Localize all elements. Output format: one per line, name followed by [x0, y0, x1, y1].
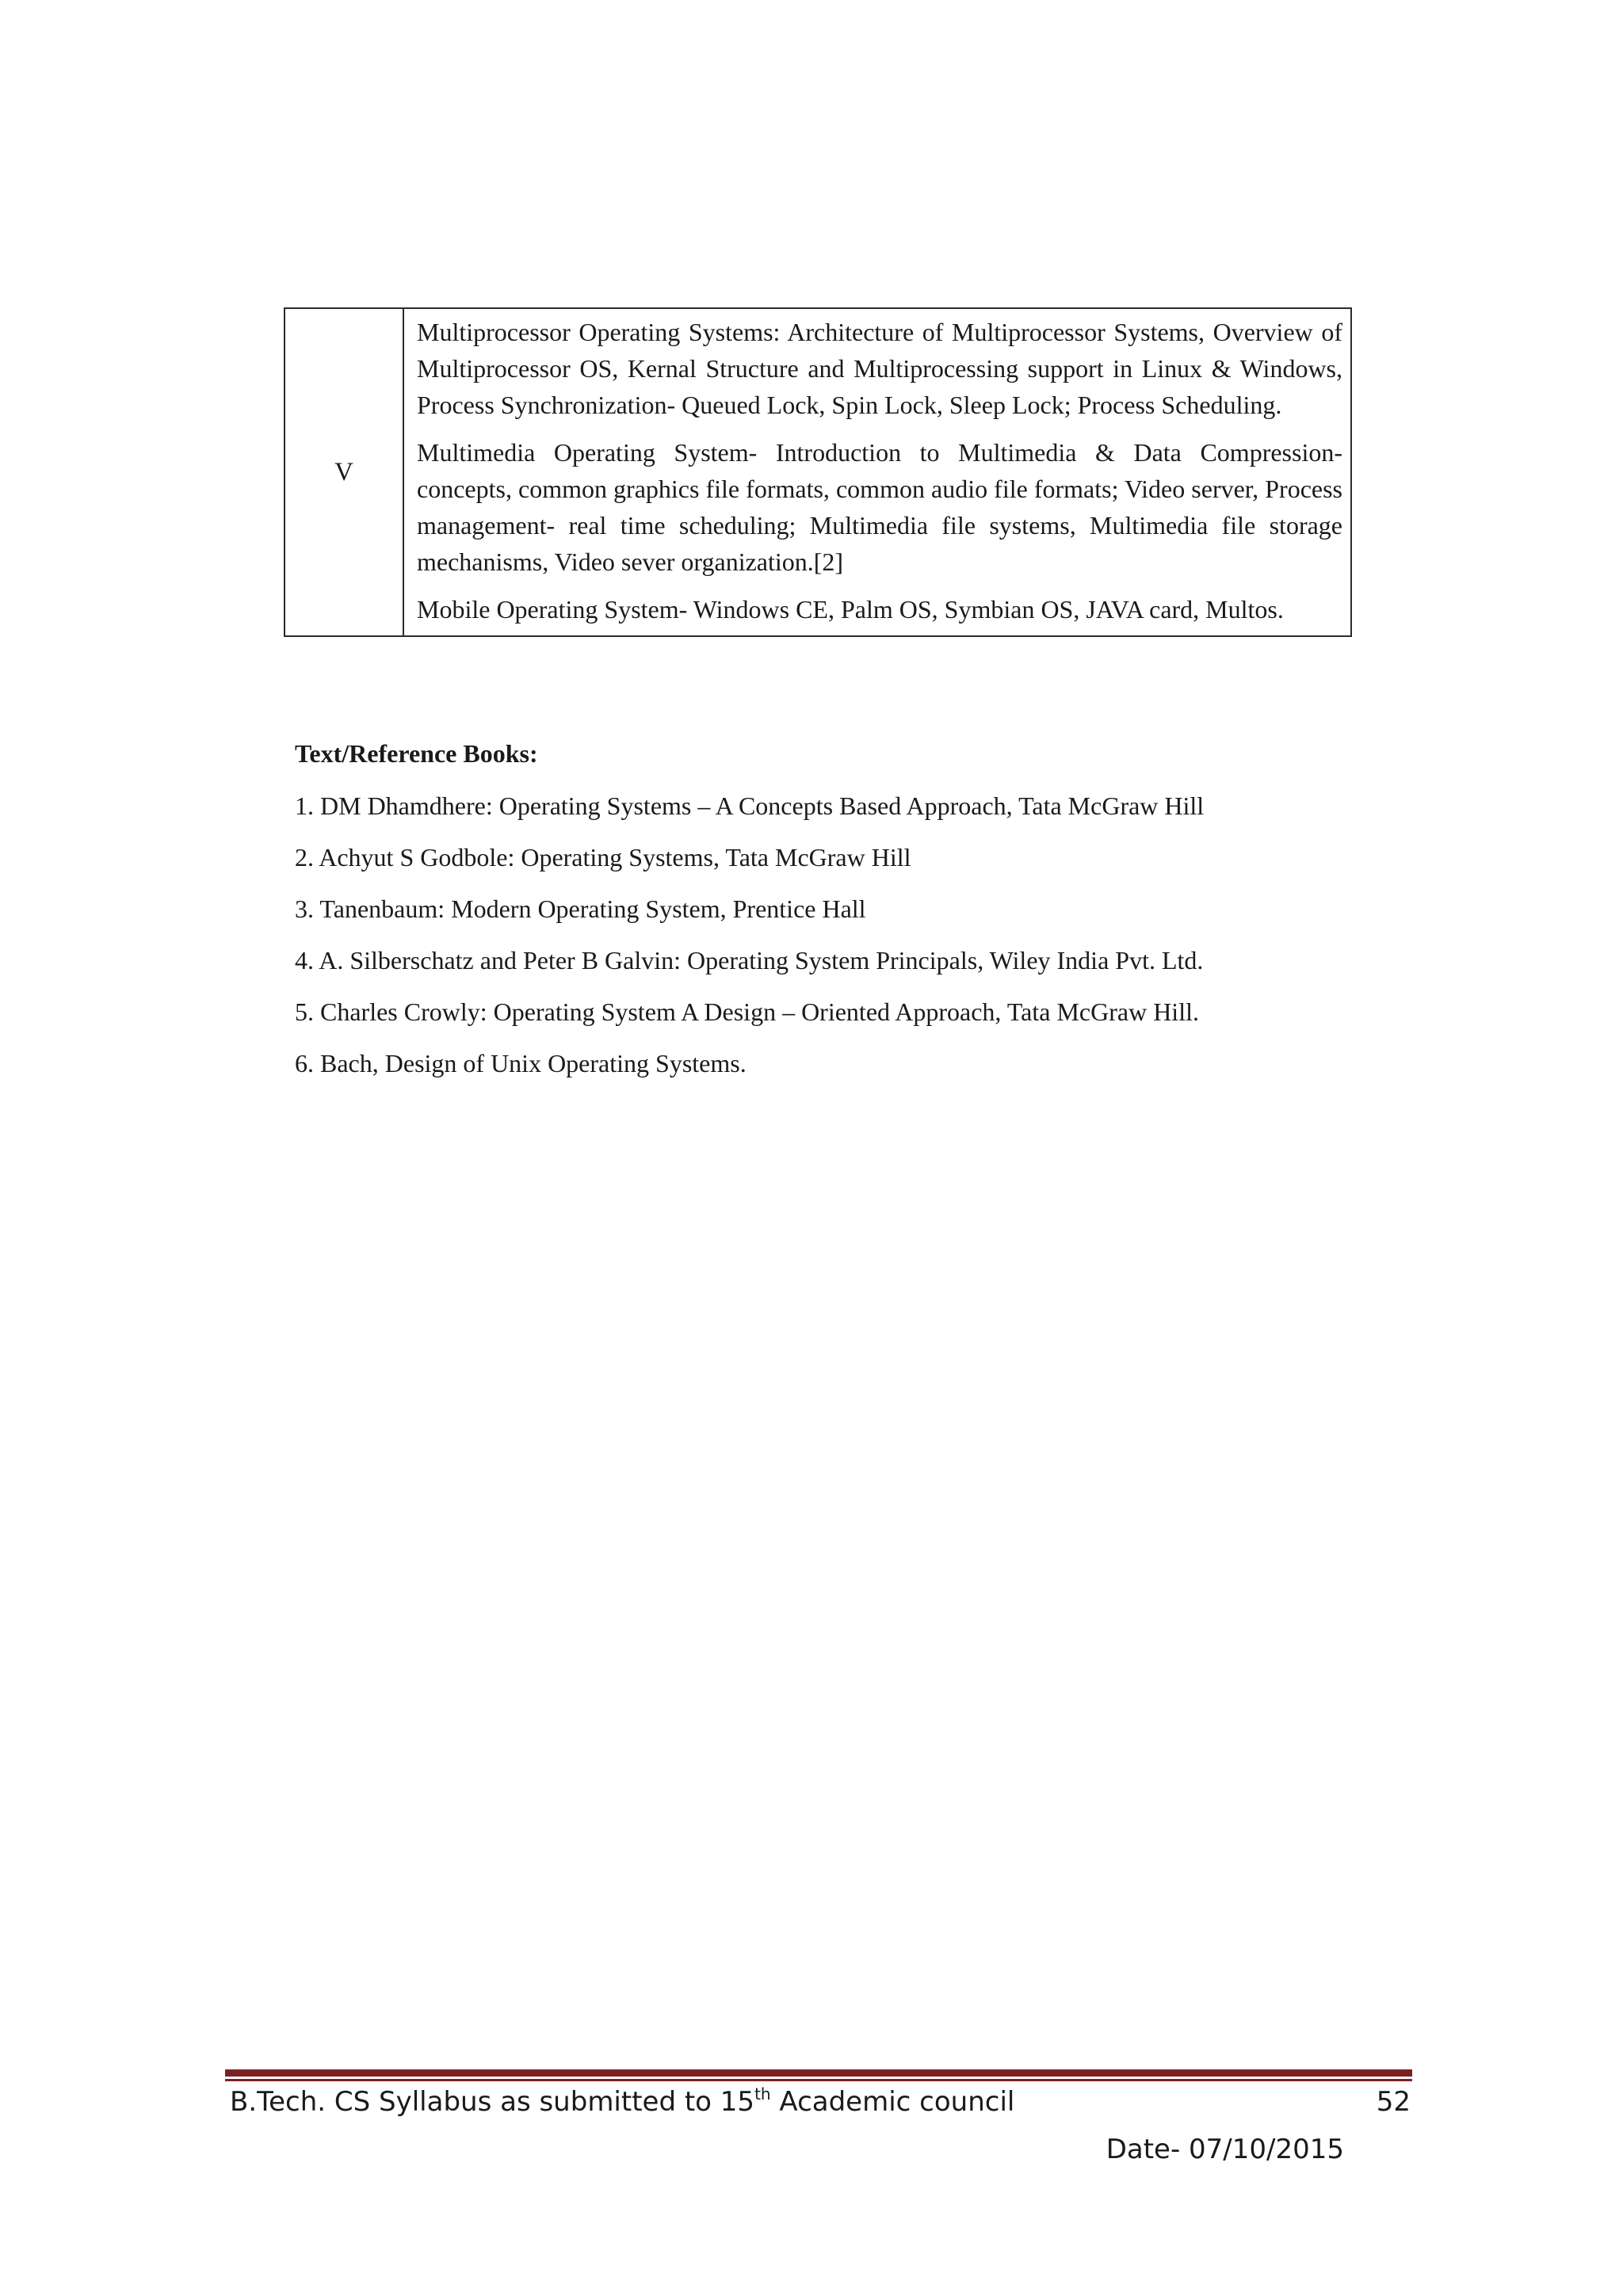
footer-divider-thick	[225, 2069, 1412, 2077]
multimedia-os-paragraph: Multimedia Operating System- Introduction to Multimedia & Data Compression- concepts, common graphics file formats, common audio file formats; Video server, Process management- real time scheduling; Multimedia file systems, Multimedia file storage mechanisms, Video sever organization.[2]	[417, 438, 1342, 576]
footer-divider-thin	[225, 2079, 1412, 2081]
references-section	[295, 735, 1357, 1097]
footer-date: Date- 07/10/2015	[1106, 2134, 1344, 2165]
reference-item: 1. DM Dhamdhere: Operating Systems – A Concepts Based Approach, Tata McGraw Hill	[295, 791, 1205, 820]
footer-divider	[225, 2069, 1412, 2081]
footer-caption-end: Academic council	[770, 2086, 1015, 2118]
syllabus-unit-table	[284, 307, 1352, 637]
unit-content-cell	[403, 308, 1351, 636]
mobile-os-paragraph: Mobile Operating System- Windows CE, Palm OS, Symbian OS, JAVA card, Multos.	[417, 595, 1284, 624]
page-number: 52	[1376, 2086, 1411, 2118]
references-heading: Text/Reference Books:	[295, 739, 538, 768]
references-list	[295, 788, 1357, 1081]
footer-caption-superscript: th	[754, 2084, 771, 2103]
multiprocessor-os-paragraph: Multiprocessor Operating Systems: Architecture of Multiprocessor Systems, Overview of Multiprocessor OS, Kernal Structure and Multiprocessing support in Linux & Windows, Process Synchronization- Queued Lock, Spin Lock, Sleep Lock; Process Scheduling.	[417, 318, 1342, 419]
reference-item: 6. Bach, Design of Unix Operating Systems.	[295, 1049, 747, 1077]
reference-item: 3. Tanenbaum: Modern Operating System, Prentice Hall	[295, 894, 866, 923]
reference-item: 4. A. Silberschatz and Peter B Galvin: Operating System Principals, Wiley India Pvt. Ltd.	[295, 946, 1204, 974]
table-row	[285, 308, 1351, 636]
unit-number-cell	[285, 308, 403, 636]
reference-item: 5. Charles Crowly: Operating System A Design – Oriented Approach, Tata McGraw Hill.	[295, 997, 1199, 1026]
unit-number: V	[334, 457, 353, 486]
reference-item: 2. Achyut S Godbole: Operating Systems, Tata McGraw Hill	[295, 843, 911, 871]
footer-caption-main: B.Tech. CS Syllabus as submitted to 15	[230, 2086, 755, 2118]
footer-caption	[230, 2082, 1014, 2122]
